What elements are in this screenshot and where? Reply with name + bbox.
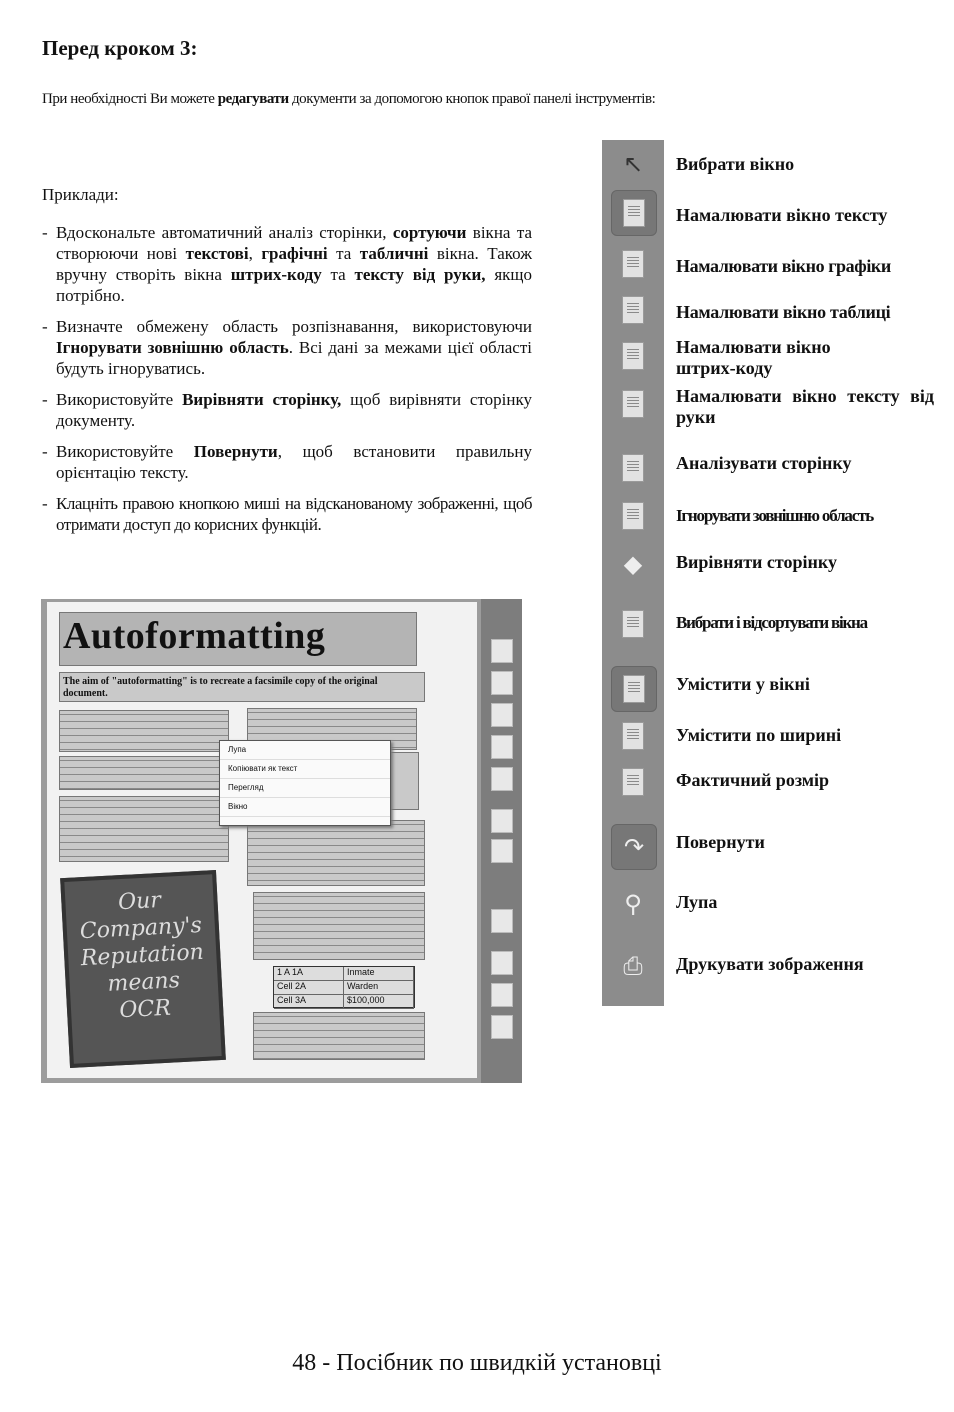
examples-label: Приклади: [42, 185, 119, 204]
barcode-window-icon[interactable] [616, 340, 650, 372]
tool-label-ignore-outside-area: Ігнорувати зовнішню область [676, 506, 873, 525]
page-heading: Перед кроком 3: [42, 36, 198, 60]
table-window-icon[interactable] [616, 294, 650, 326]
text-zone [59, 756, 229, 790]
context-menu-item-view[interactable]: Перегляд [220, 779, 390, 798]
example-item: - Клацніть правою кнопкою миші на відсканованому зображенні, щоб отримати доступ до корисних функцій. [42, 493, 532, 535]
doc-icon [491, 951, 513, 975]
doc-icon [491, 839, 513, 863]
tool-label-draw-handwriting-window: Намалювати вікно тексту від руки [676, 386, 934, 427]
tool-label-select-window: Вибрати вікно [676, 154, 795, 174]
tool-label-rotate: Повернути [676, 832, 765, 852]
deskew-page-icon[interactable]: ◆ [623, 550, 643, 578]
text-zone [253, 892, 425, 960]
graphic-zone [387, 752, 419, 810]
arrow-pointer-icon[interactable]: ↖ [622, 150, 644, 178]
doc-icon [491, 767, 513, 791]
context-menu-item-window[interactable]: Вікно [220, 798, 390, 817]
tool-label-select-sort-windows: Вибрати і відсортувати вікна [676, 613, 867, 632]
text-window-icon[interactable] [611, 190, 657, 236]
actual-size-icon[interactable] [616, 766, 650, 798]
doc-icon [491, 735, 513, 759]
context-menu [219, 740, 391, 826]
doc-icon [491, 639, 513, 663]
tool-label-draw-barcode-window: Намалювати вікно штрих-коду [676, 337, 831, 378]
tool-label-draw-table-window: Намалювати вікно таблиці [676, 302, 891, 322]
tool-label-magnifier: Лупа [676, 892, 718, 912]
intro-paragraph: При необхідності Ви можете редагувати документи за допомогою кнопок правої панелі інструментів: [42, 91, 656, 107]
doc-icon [491, 809, 513, 833]
fit-window-icon[interactable] [611, 666, 657, 712]
doc-icon [491, 671, 513, 695]
chalkboard-image: Our Company's Reputation means OCR [60, 870, 226, 1068]
scanned-page [47, 602, 477, 1078]
doc-icon [491, 909, 513, 933]
tool-label-deskew-page: Вирівняти сторінку [676, 552, 838, 572]
context-menu-item-copy-text[interactable]: Копіювати як текст [220, 760, 390, 779]
fit-width-icon[interactable] [616, 720, 650, 752]
tool-label-draw-graphics-window: Намалювати вікно графіки [676, 256, 891, 276]
doc-icon [491, 983, 513, 1007]
analyze-page-icon[interactable] [616, 452, 650, 484]
magnifier-icon[interactable]: ⚲ [624, 890, 642, 918]
text-zone [253, 1012, 425, 1060]
ignore-outside-icon[interactable] [616, 500, 650, 532]
tool-label-fit-window: Умістити у вікні [676, 674, 810, 694]
tool-label-actual-size: Фактичний розмір [676, 770, 830, 790]
graphics-window-icon[interactable] [616, 248, 650, 280]
example-item: - Використовуйте Вирівняти сторінку, щоб вирівняти сторінку документу. [42, 389, 532, 431]
handwriting-window-icon[interactable] [616, 388, 650, 420]
doc-icon [491, 703, 513, 727]
context-menu-item-magnifier[interactable]: Лупа [220, 741, 390, 760]
rotate-icon[interactable]: ↷ [611, 824, 657, 870]
doc-icon [491, 1015, 513, 1039]
example-item: - Визначте обмежену область розпізнавання, використовуючи Ігнорувати зовнішню область. Всі дані за межами цієї області будуть ігноруватись. [42, 316, 532, 379]
scanned-table: 1 A 1A Inmate Cell 2A Warden Cell 3A $100,000 [273, 966, 415, 1008]
page-footer: 48 - Посібник по швидкій установці [292, 1350, 662, 1376]
right-toolbar [602, 140, 664, 1006]
tool-label-print-image: Друкувати зображення [676, 954, 864, 974]
text-zone [247, 820, 425, 886]
app-screenshot [41, 599, 522, 1083]
tool-label-analyze-page: Аналізувати сторінку [676, 453, 852, 473]
select-sort-windows-icon[interactable] [616, 608, 650, 640]
text-zone [59, 710, 229, 752]
example-item: - Вдоскональте автоматичний аналіз сторінки, сортуючи вікна та створюючи нові текстові, графічні та табличні вікна. Також вручну створіть вікна штрих-коду та тексту від руки, якщо потрібно. [42, 222, 532, 306]
scanned-title: Autoformatting [63, 615, 326, 657]
tool-label-fit-width: Умістити по ширині [676, 725, 842, 745]
scanned-aim-text: The aim of "autoformatting" is to recreate a facsimile copy of the original document. [63, 676, 378, 699]
examples-list [42, 222, 532, 545]
text-zone [59, 796, 229, 862]
tool-label-draw-text-window: Намалювати вікно тексту [676, 205, 888, 225]
screenshot-toolbar [481, 599, 522, 1083]
print-image-icon[interactable]: ⎙ [623, 952, 643, 980]
example-item: - Використовуйте Повернути, щоб встановити правильну орієнтацію тексту. [42, 441, 532, 483]
